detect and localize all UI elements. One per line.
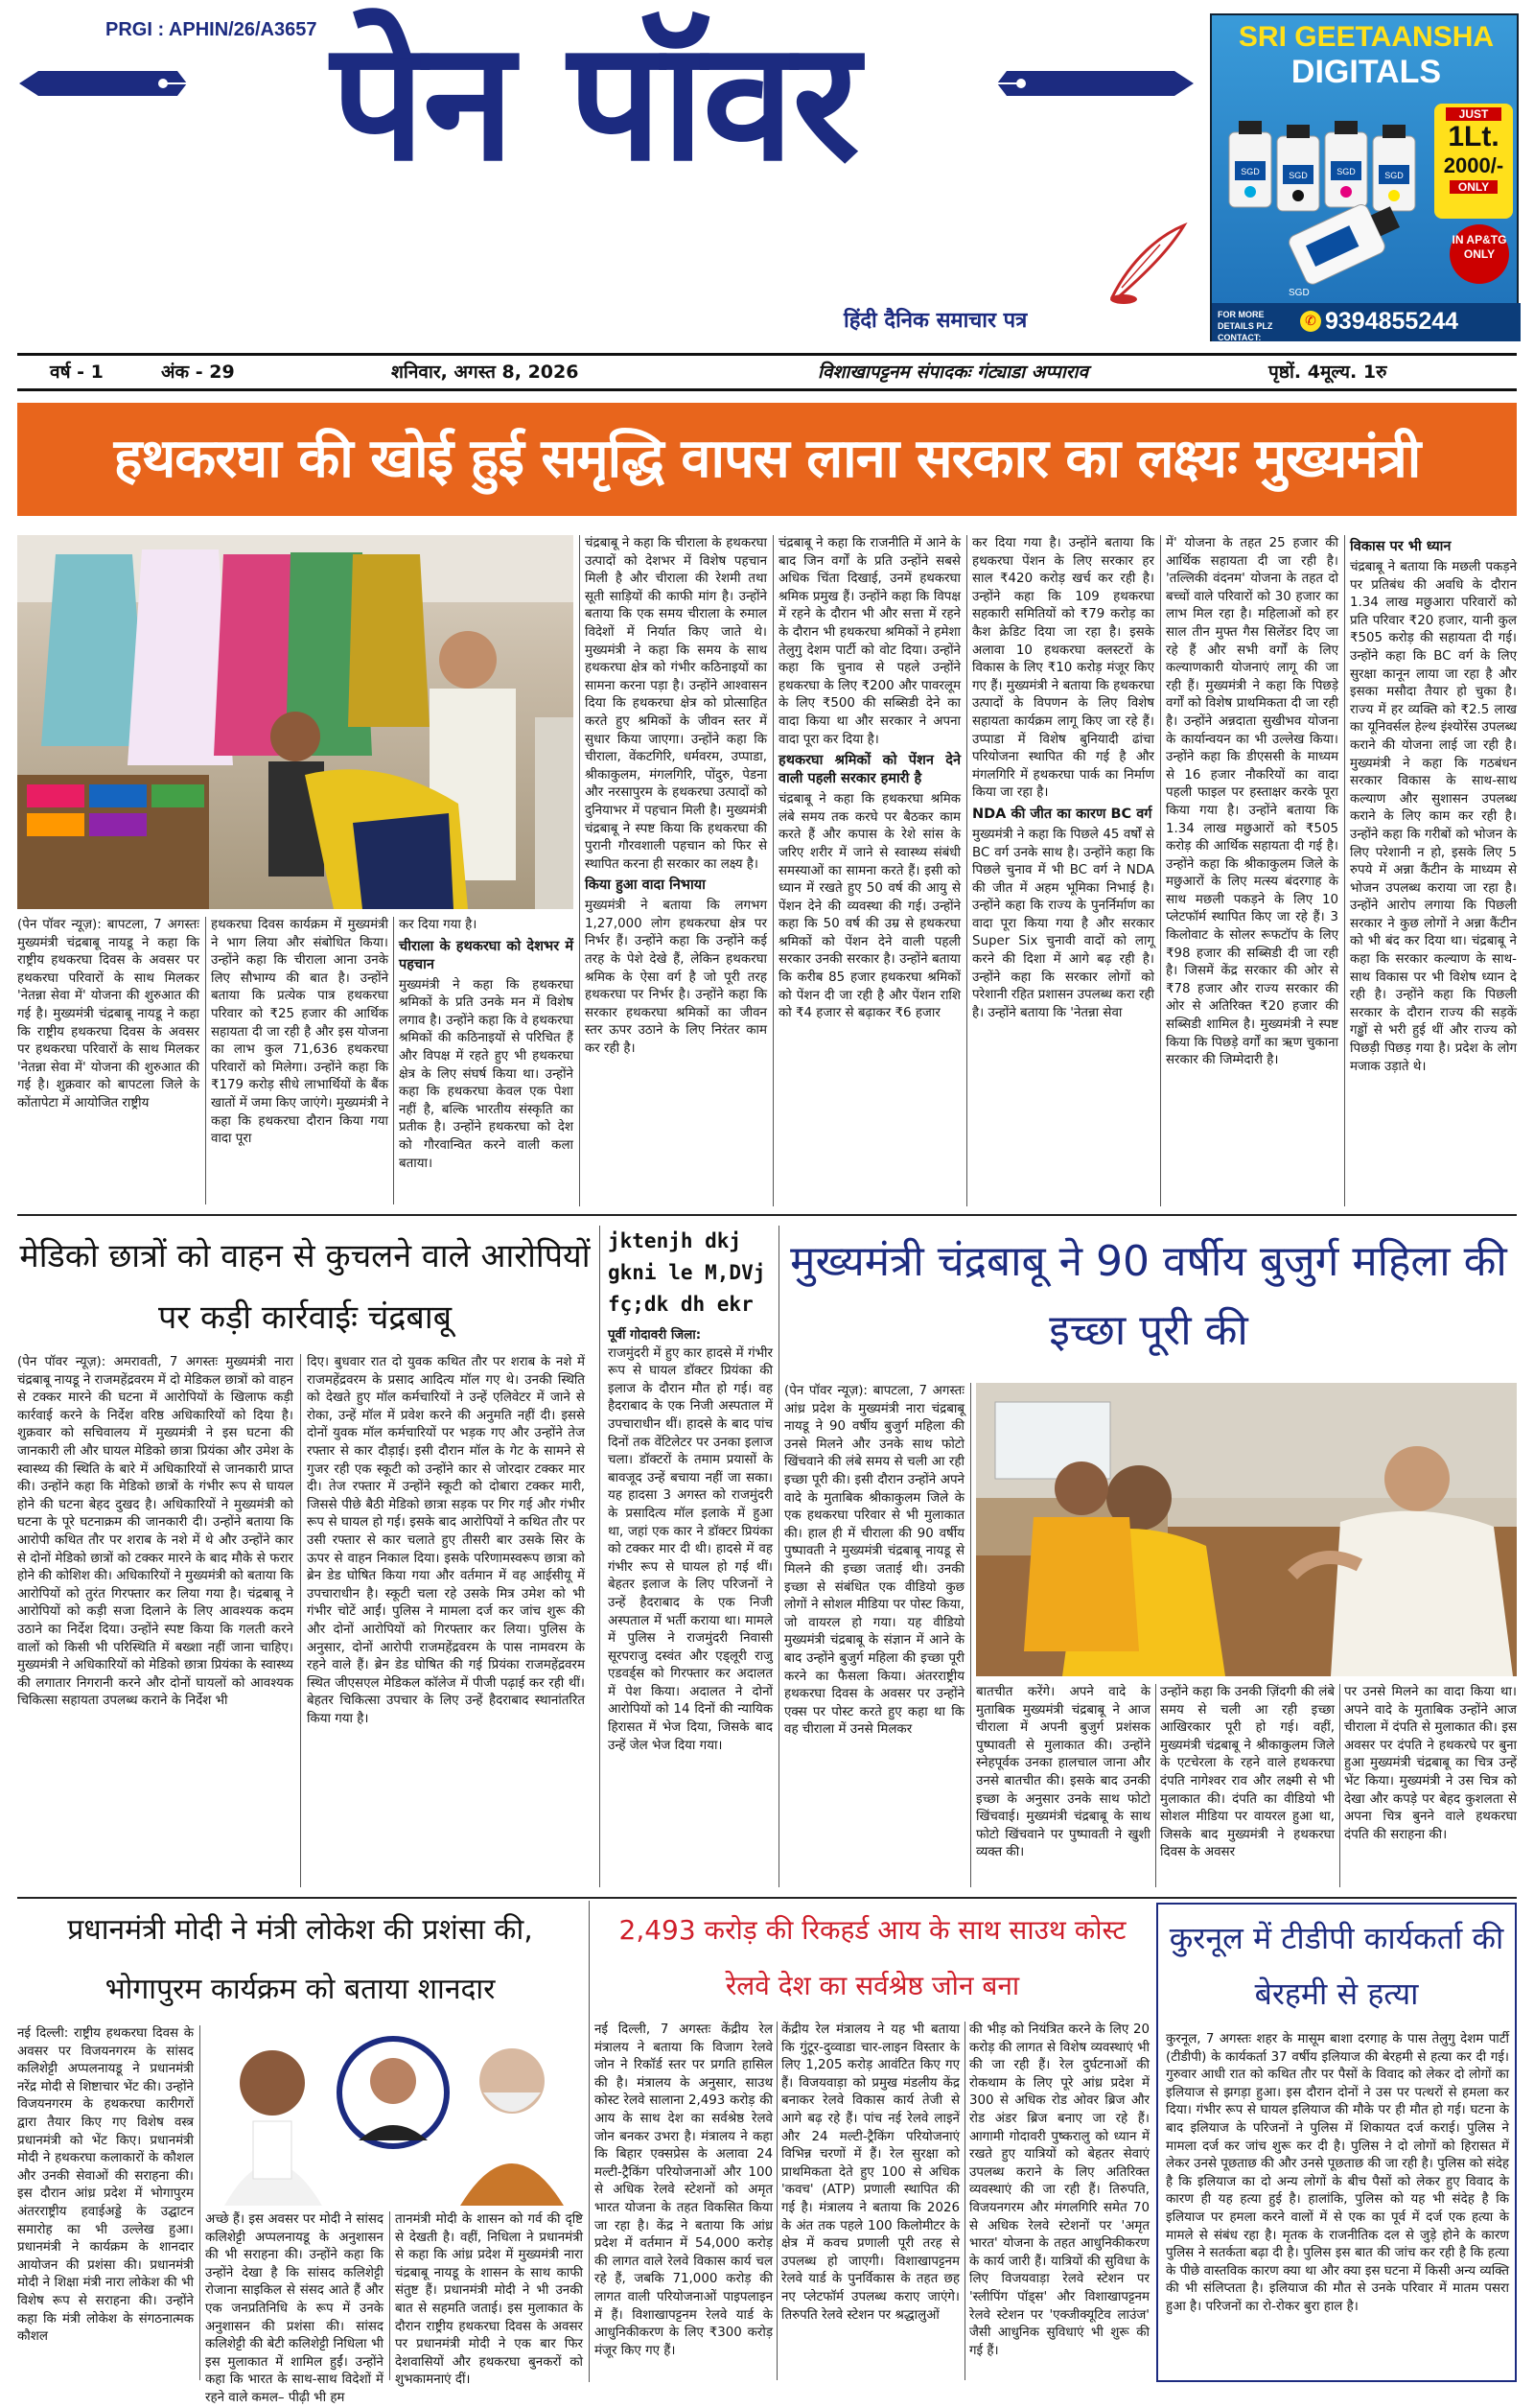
newspaper-title: पेन पॉवर bbox=[331, 5, 858, 198]
price-value: 2000/- bbox=[1443, 153, 1504, 177]
story1-col-g bbox=[1166, 535, 1338, 1206]
quill-inkpot-icon bbox=[1103, 221, 1189, 307]
story7-text: कुरनूल, 7 अगस्तः शहर के मासूम बाशा दरगाह के पास तेलुगु देशम पार्टी (टीडीपी) के कार्यकर्ता 37 वर्षीय इलियाज की बेरहमी से हत्या कर दी गई। गुरुवार आधी रात को कथित तौर पर पैसों के विवाद को लेकर दो लोगों का इलियाज से झगड़ा हुआ। इस दौरान दोनों ने उस पर पत्थरों से हमला कर दिया। गंभीर रूप से घायल इलियाज की मौके पर ही मौत हो गई। घटना के बाद इलियाज के परिजनों ने पुलिस में शिकायत दर्ज कराई। पुलिस ने मामला दर्ज कर जांच शुरू कर दी है। पुलिस ने दो लोगों को हिरासत में लेकर उनसे पूछताछ की और उनसे पूछताछ की जा रही है। पुलिस को संदेह है कि इलियाज का दो अन्य लोगों के बीच पैसों को लेकर हुए विवाद के कारण ही यह हत्या हुई है। हालांकि, पुलिस को यह भी संदेह है कि इलियाज पर हमला करने वालों में से एक का पूर्व में दर्ज एक हत्या के मामले से संबंध रहा है। मृतक के राजनीतिक दल से जुड़े होने के कारण पुलिस ने सतर्कता बढ़ा दी है। पुलिस इस बात की जांच कर रही है कि हत्या के पीछे वास्तविक कारण क्या था और क्या इस घटना में किसी अन्य व्यक्ति की भी संलिप्तता है। इलियाज की मौत से उनके परिवार में मातम पसरा हुआ है। परिजनों का रो-रोकर बुरा हाल है। bbox=[1166, 2032, 1509, 2314]
story1-text-b: हथकरघा दिवस कार्यक्रम में मुख्यमंत्री ने भाग लिया और संबोधित किया। उन्होंने कहा कि चीराला आना उनके लिए सौभाग्य की बात है। उन्होंने बताया कि प्रत्येक पात्र हथकरघा परिवार को ₹25 हजार की आर्थिक सहायता दी जा रही है और इस योजना का लाभ कुल 71,636 हथकरघा परिवारों को मिलेगा। उन्होंने कहा कि ₹179 करोड़ सीधे लाभार्थियों के बैंक खातों में जमा किए जाएंगे। मुख्यमंत्री ने कहा कि हथकरघा दौरान किया गया वादा पूरा bbox=[211, 918, 388, 1147]
story5-text-b: अच्छे हैं। इस अवसर पर मोदी ने सांसद कलिशेट्टी अप्पलनायडू के अनुशासन की भी सराहना की। उन्होंने कहा कि उन्होंने देखा है कि सांसद कलिशेट्टी रोजाना साइकिल से संसद आते हैं और एक जनप्रतिनिधि के रूप में उनके अनुशासन की प्रशंसा की। सांसद कलिशेट्टी की बेटी कलिशेट्टी निधिला भी इस मुलाकात में शामिल हुईं। उन्होंने कहा कि भारत के साथ-साथ विदेशों में रहने वाले कमल– पीढ़ी भी हम bbox=[205, 2212, 384, 2405]
banner-headline-box bbox=[17, 403, 1517, 516]
story5-text-c: तानमंत्री मोदी के शासन को गर्व की दृष्टि से देखती है। वहीं, निधिला ने प्रधानमंत्री से कहा कि आंध्र प्रदेश में मुख्यमंत्री नारा चंद्रबाबू नायडू के शासन के साथ काफी संतुष्ट हैं। प्रधानमंत्री मोदी ने भी उनकी बात से सहमति जताई। इस मुलाकात के दौरान राष्ट्रीय हथकरघा दिवस के अवसर पर प्रधानमंत्री मोदी ने एक बार फिर देशवासियों और हथकरघा बुनकरों को शुभकामनाएं दीं। bbox=[395, 2212, 583, 2388]
contact-strip bbox=[1212, 303, 1521, 341]
editor-credit: विशाखापट्टनम संपादकः गंट्याडा अप्पाराव bbox=[818, 362, 1089, 383]
story1-col-d bbox=[585, 535, 767, 1206]
story5-text-a: नई दिल्ली: राष्ट्रीय हथकरघा दिवस के अवसर पर विजयनगरम के सांसद कलिशेट्टी अप्पलनायडू ने प्रधानमंत्री नरेंद्र मोदी से शिष्टाचार भेंट की। उन्होंने विजयनगरम के हथकरघा कारीगरों द्वारा तैयार किए गए विशेष वस्त्र प्रधानमंत्री को भेंट किए। प्रधानमंत्री मोदी ने हथकरघा कलाकारों के कौशल और उनकी सेवाओं की सराहना की। इस दौरान आंध्र प्रदेश में भोगापुरम अंतरराष्ट्रीय हवाईअड्डे के उद्घाटन समारोह का भी उल्लेख हुआ। प्रधानमंत्री ने कार्यक्रम के शानदार आयोजन की प्रशंसा की। प्रधानमंत्री मोदी ने शिक्षा मंत्री नारा लोकेश की भी विशेष रूप से सराहना की। उन्होंने कहा कि मंत्री लोकेश के संगठनात्मक कौशल bbox=[17, 2026, 194, 2345]
tagline: हिंदी दैनिक समाचार पत्र bbox=[844, 309, 1028, 333]
bottle-label: SGD bbox=[1289, 288, 1310, 298]
story1-text-c: कर दिया गया है। bbox=[399, 918, 477, 932]
story1-text-e2: चंद्रबाबू ने कहा कि हथकरघा श्रमिक लंबे समय तक करघे पर बैठकर काम करते हैं और कपास के रेशे सांस के जरिए शरीर में जाने से स्वास्थ्य संबंधी समस्याओं का सामना करते हैं। इसी को ध्यान में रखते हुए 50 वर्ष की आयु से पेंशन देने की व्यवस्था की गई। उन्होंने कहा कि 50 वर्ष की उम्र से हथकरघा श्रमिकों को पेंशन देने वाली पहली सरकार उनकी सरकार है। उन्होंने बताया कि करीब 85 हजार हथकरघा श्रमिकों को पेंशन दी जा रही है और पेंशन राशि को ₹4 हजार से बढ़ाकर ₹6 हजार bbox=[779, 792, 961, 1021]
story6-col-b bbox=[781, 2022, 960, 2382]
story6-col-a bbox=[594, 2022, 773, 2382]
story2-col-b bbox=[307, 1354, 585, 1891]
story6-headline[interactable]: 2,493 करोड़ की रिकहर्ड आय के साथ साउथ कोस्ट रेलवे देश का सर्वश्रेष्ठ जोन बना bbox=[618, 1914, 1127, 2001]
region-badge: IN AP&TG ONLY bbox=[1450, 224, 1509, 284]
story6-text-b: केंद्रीय रेल मंत्रालय ने यह भी बताया कि गुंटूर-दुव्वाडा चार-लाइन विस्तार के लिए 1,205 करोड़ आवंटित किए गए हैं। विजयवाड़ा को प्रमुख मंडलीय केंद्र बनाकर रेलवे विकास कार्य तेजी से आगे बढ़ रहे हैं। पांच नई रेलवे लाइनें और 24 मल्टी-ट्रैकिंग परियोजनाएं विभिन्न चरणों में हैं। रेल सुरक्षा को प्राथमिकता देते हुए 100 से अधिक 'कवच' (ATP) प्रणाली स्थापित की गई है। मंत्रालय ने बताया कि 2026 के अंत तक पहले 100 किलोमीटर के क्षेत्र में कवच प्रणाली पूरी तरह से उपलब्ध हो जाएगी। विशाखापट्टनम रेलवे यार्ड के पुनर्विकास के तहत छह नए प्लेटफॉर्म उपलब्ध कराए जाएंगे। तिरुपति रेलवे स्टेशन पर श्रद्धालुओं bbox=[781, 2022, 960, 2323]
story7-box bbox=[1156, 1903, 1517, 2382]
price-just: JUST bbox=[1446, 107, 1501, 121]
issue-date: शनिवार, अगस्त 8, 2026 bbox=[391, 362, 579, 383]
story5-col-c bbox=[395, 2211, 583, 2388]
story4-text-b: बातचीत करेंगे। अपने वादे के मुताबिक मुख्यमंत्री चंद्रबाबू ने आज चीराला में अपनी बुजुर्ग प्रशंसक पुष्पावती से मुलाकात की। उन्होंने स्नेहपूर्वक उनका हालचाल जाना और उनसे बातचीत की। इसके बाद उनकी इच्छा के अनुसार उनके साथ फोटो खिंचवाई। मुख्यमंत्री चंद्रबाबू के साथ फोटो खिंचवाने पर पुष्पावती ने खुशी व्यक्त की। bbox=[976, 1685, 1150, 1860]
svg-text:SGD: SGD bbox=[1336, 167, 1356, 176]
price-badge bbox=[1434, 104, 1513, 219]
story6-text-c: की भीड़ को नियंत्रित करने के लिए 20 करोड़ की लागत से विशेष व्यवस्थाएं भी की जा रही हैं। रेल दुर्घटनाओं की रोकथाम के लिए पूरे आंध्र प्रदेश में 300 से अधिक रोड ओवर ब्रिज और रोड अंडर ब्रिज बनाए जा रहे हैं। आगामी गोदावरी पुष्करालु को ध्यान में रखते हुए यात्रियों को बेहतर सेवाएं उपलब्ध कराने के लिए अतिरिक्त व्यवस्थाएं की जा रही हैं। तिरुपति, विजयनगरम और मंगलगिरि समेत 70 से अधिक रेलवे स्टेशनों पर 'अमृत भारत' योजना के तहत आधुनिकीकरण के कार्य जारी हैं। यात्रियों की सुविधा के लिए विजयवाड़ा रेलवे स्टेशन पर 'स्लीपिंग पॉड्स' और विशाखापट्टनम रेलवे स्टेशन पर 'एक्जीक्यूटिव लाउंज' जैसी आधुनिक सुविधाएं भी शुरू की गई हैं। bbox=[969, 2022, 1150, 2358]
story1-text-f2: मुख्यमंत्री ने कहा कि पिछले 45 वर्षों से BC वर्ग उनके साथ है। उन्होंने कहा कि पिछले चुनाव में भी BC वर्ग ने NDA की जीत में अहम भूमिका निभाई है। उन्होंने कहा कि राज्य के पुनर्निर्माण का वादा पूरा किया गया है और सरकार Super Six चुनावी वादों को लागू करने की दिशा में आगे बढ़ रही है। उन्होंने कहा कि सरकार लोगों को परेशानी रहित प्रशासन उपलब्ध करा रही है। उन्होंने बताया कि 'नेतन्ना सेवा bbox=[972, 827, 1154, 1020]
issue-number: अंक - 29 bbox=[161, 362, 235, 383]
pen-nib-right-icon bbox=[997, 59, 1194, 107]
story4-text-d: पर उनसे मिलने का वादा किया था। अपने वादे के मुताबिक उन्होंने आज चीराला में दंपति से मुलाकात की। इस अवसर पर दंपति ने हथकरघे पर बुना हुआ मुख्यमंत्री चंद्रबाबू का चित्र उन्हें भेंट किया। मुख्यमंत्री ने उस चित्र को देखा और कपड़े पर बेहद कुशलता से अपना चित्र बुनने वाले हथकरघा दंपति की सराहना की। bbox=[1344, 1685, 1517, 1842]
story1-text-g: में' योजना के तहत 25 हजार की आर्थिक सहायता दी जा रही है। 'तल्लिकी वंदनम' योजना के तहत दो बच्चों वाले परिवारों को 30 हजार का लाभ मिल रहा है। महिलाओं को हर साल तीन मुफ्त गैस सिलेंडर दिए जा रहे हैं और सभी वर्गों के लिए कल्याणकारी योजनाएं लागू की जा रही हैं। मुख्यमंत्री ने कहा कि पिछड़े वर्गों को विशेष प्राथमिकता दी जा रही है। उन्होंने अन्नदाता सुखीभव योजना के कार्यान्वयन का भी उल्लेख किया। उन्होंने कहा कि डीएससी के माध्यम से 16 हजार नौकरियों का वादा पहली फाइल पर हस्ताक्षर करके पूरा किया गया है। उन्होंने बताया कि 1.34 लाख मछुआरों को ₹505 करोड़ की आर्थिक सहायता दी गई है। उन्होंने कहा कि श्रीकाकुलम जिले के मछुआरों के लिए मत्स्य बंदरगाह के साथ मछली पकड़ने के लिए 10 प्लेटफॉर्म स्थापित किए जा रहे हैं। 3 किलोवाट के सोलर रूफटॉप के लिए ₹98 हजार की सब्सिडी दी जा रही है। जिसमें केंद्र सरकार की ओर से ₹78 हजार और राज्य सरकार की ओर से अतिरिक्त ₹20 हजार की सब्सिडी शामिल है। मुख्यमंत्री ने स्पष्ट किया कि पिछड़े वर्गों का ऋण चुकाना सरकार की जिम्मेदारी है। bbox=[1166, 536, 1338, 1068]
story1-col-c bbox=[399, 917, 573, 1208]
story1-col-a bbox=[17, 917, 199, 1208]
story1-subhead-f: NDA की जीत का कारण BC वर्ग bbox=[972, 806, 1152, 822]
cm-elderly-woman-photo bbox=[976, 1383, 1517, 1676]
story1-text-d: चंद्रबाबू ने कहा कि चीराला के हथकरघा उत्पादों को देशभर में विशेष पहचान मिली है और चीराला की रेशमी तथा सूती साड़ियों की काफी मांग है। उन्होंने बताया कि एक समय चीराला के रुमाल विदेशों में निर्यात किए जाते थे। मुख्यमंत्री ने कहा कि समय के साथ हथकरघा क्षेत्र को गंभीर कठिनाइयों का सामना करना पड़ा है। उन्होंने आश्वासन दिया कि हथकरघा क्षेत्र को प्रोत्साहित करते हुए श्रमिकों के जीवन स्तर में सुधार किया जाएगा। उन्होंने कहा कि चीराला, वेंकटगिरि, धर्मवरम, उप्पाडा, श्रीकाकुलम, मंगलगिरि, पोंदुरु, पेडना और नरसापुरम के हथकरघा उत्पादों को दुनियाभर में पहचान मिली है। मुख्यमंत्री चंद्रबाबू ने स्पष्ट किया कि हथकरघा की पुरानी गौरवशाली पहचान को फिर से स्थापित करना ही सरकार का लक्ष्य है। bbox=[585, 536, 767, 872]
story1-col-b bbox=[211, 917, 388, 1208]
story5-col-a bbox=[17, 2025, 194, 2382]
price-only: ONLY bbox=[1450, 180, 1498, 194]
story6-col-c bbox=[969, 2022, 1150, 2382]
volume-number: वर्ष - 1 bbox=[50, 362, 104, 383]
story2-text-b: दिए। बुधवार रात दो युवक कथित तौर पर शराब के नशे में राजमहेंद्रवरम के प्रसाद आदित्य मॉल गए थे। उनकी स्थिति को देखते हुए मॉल कर्मचारियों ने उन्हें एलिवेटर में जाने से रोका, उन्हें मॉल में प्रवेश करने की अनुमति नहीं दी। इससे दोनों युवक मॉल कर्मचारियों पर भड़क गए और उन्होंने तेज रफ्तार से कार दौड़ाई। इसी दौरान मॉल के गेट के सामने से गुजर रही एक स्कूटी को उन्होंने कार से जोरदार टक्कर मार दी। तेज रफ्तार में उन्होंने स्कूटी को दोबारा टक्कर मारी, जिससे पीछे बैठी मेडिको छात्रा सड़क पर गिर गई और गंभीर रूप से घायल हो गई। इसके बाद आरोपियों ने कथित तौर पर उसी रफ्तार से कार चलाते हुए तीसरी बार उसके सिर के ऊपर से वाहन निकाल दिया। इसके परिणामस्वरूप छात्रा को ब्रेन डेड घोषित किया गया और वर्तमान में वह आईसीयू में उपचाराधीन है। स्कूटी चला रहे उसके मित्र उमेश को भी गंभीर चोटें आईं। पुलिस ने मामला दर्ज कर जांच शुरू की और दोनों आरोपियों को गिरफ्तार कर लिया। पुलिस के अनुसार, दोनों आरोपी राजमहेंद्रवरम के पास नामवरम के रहने वाले हैं। ब्रेन डेड घोषित की गई प्रियंका राजमहेंद्रवरम स्थित जीएसएल मेडिकल कॉलेज में पीजी पढ़ाई कर रही थीं। बेहतर चिकित्सा उपचार के लिए उन्हें हैदराबाद स्थानांतरित किया गया है। bbox=[307, 1355, 585, 1726]
story1-subhead-e: हथकरघा श्रमिकों को पेंशन देने वाली पहली सरकार हमारी है bbox=[779, 753, 961, 787]
advert-subtitle: DIGITALS bbox=[1290, 54, 1442, 90]
contact-label: FOR MORE DETAILS PLZ CONTACT: bbox=[1218, 310, 1273, 342]
story1-text-d2: मुख्यमंत्री ने बताया कि लगभग 1,27,000 लोग हथकरघा क्षेत्र पर निर्भर हैं। उन्होंने कहा कि उन्होंने कई तरह के पेशे देखे हैं, लेकिन हथकरघा श्रमिक के ऐसा वर्ग है जो पूरी तरह हथकरघा पर निर्भर है। उन्होंने कहा कि सरकार हथकरघा श्रमिकों का जीवन स्तर ऊपर उठाने के लिए निरंतर काम कर रही है। bbox=[585, 899, 767, 1057]
svg-text:SGD: SGD bbox=[1289, 171, 1308, 180]
story2-text-a: (पेन पॉवर न्यूज़): अमरावती, 7 अगस्तः मुख्यमंत्री नारा चंद्रबाबू नायडू ने राजमहेंद्रवरम में दो मेडिकल छात्रों को वाहन से टक्कर मारने की घटना में आरोपियों के खिलाफ कड़ी कार्रवाई करने के निर्देश वरिष्ठ अधिकारियों को दिया है। शुक्रवार को सचिवालय में मुख्यमंत्री ने इस घटना की जानकारी ली और घायल मेडिको छात्रा प्रियंका और उमेश के स्वास्थ्य की स्थिति के बारे में अधिकारियों से जानकारी प्राप्त की। उन्होंने कहा कि मेडिको छात्रों के गंभीर रूप से घायल होने की घटना बेहद दुखद है। अधिकारियों ने मुख्यमंत्री को घटना के पूरे घटनाक्रम की जानकारी दी। उन्होंने बताया कि आरोपी कथित तौर पर शराब के नशे में थे और उन्होंने कार से दोनों मेडिको छात्रों को टक्कर मारने के बाद मौके से फरार होने की कोशिश की। अधिकारियों ने मुख्यमंत्री को बताया कि आरोपियों को तुरंत गिरफ्तार कर लिया गया है। चंद्रबाबू ने आरोपियों को कड़ी सजा दिलाने के लिए आवश्यक कदम उठाने का निर्देश दिया। उन्होंने स्पष्ट किया कि गलती करने वालों को किसी भी परिस्थिति में बख्शा नहीं जाना चाहिए। मुख्यमंत्री ने अधिकारियों को मेडिको छात्रा प्रियंका के स्वास्थ्य की लगातार निगरानी करने और दोनों घायलों को आवश्यक चिकित्सा सहायता उपलब्ध कराने के निर्देश भी bbox=[17, 1355, 293, 1709]
pages-price: पृष्ठों. 4मूल्य. 1रु bbox=[1268, 362, 1387, 383]
advert-sri-geetaansha[interactable] bbox=[1210, 13, 1519, 341]
story1-text-h: चंद्रबाबू ने बताया कि मछली पकड़ने पर प्रतिबंध की अवधि के दौरान 1.34 लाख मछुआरा परिवारों को प्रति परिवार ₹20 हजार, यानी कुल ₹505 करोड़ की सहायता दी गई। उन्होंने कहा कि BC वर्ग के लिए सुरक्षा कानून लाया जा रहा है और इसका मसौदा तैयार हो चुका है। राज्य में हर व्यक्ति को ₹2.5 लाख का यूनिवर्सल हेल्थ इंश्योरेंस उपलब्ध कराने की योजना लाई जा रही है। मुख्यमंत्री ने कहा कि गठबंधन सरकार विकास के साथ-साथ कल्याण और सुशासन उपलब्ध कराने के लिए काम कर रही है। उन्होंने कहा कि गरीबों को भोजन के लिए परेशानी न हो, इसके लिए 5 रुपये में अन्ना कैंटीन के माध्यम से भोजन उपलब्ध कराया जा रहा है। उन्होंने आरोप लगाया कि पिछली सरकार ने कुछ लोगों ने अन्ना कैंटीन को भी बंद कर दिया था। चंद्रबाबू ने कहा कि सरकार कल्याण के साथ-साथ विकास पर भी विशेष ध्यान दे रही है। उन्होंने कहा कि पिछली सरकार के दौरान राज्य की सड़कें गड्ढों से भरी हुई थीं और राज्य को पिछड़ी पिछड़ गया है। प्रदेश के लोग मजाक उड़ाते थे। bbox=[1350, 560, 1517, 1074]
story4-col-c bbox=[1160, 1684, 1335, 1889]
story1-text-e: चंद्रबाबू ने कहा कि राजनीति में आने के बाद जिन वर्गों के प्रति उन्होंने सबसे अधिक चिंता दिखाई, उनमें हथकरघा श्रमिक प्रमुख हैं। उन्होंने कहा कि विपक्ष में रहने के दौरान भी और सत्ता में रहने के दौरान भी हथकरघा श्रमिकों ने हमेशा तेलुगु देशम पार्टी को वोट दिया। उन्होंने कहा कि चुनाव से पहले उन्होंने हथकरघा के लिए ₹200 और पावरलूम के लिए ₹500 की सब्सिडी देने का वादा किया था और सरकार ने अपना वादा पूरा कर दिया है। bbox=[779, 536, 961, 747]
story2-col-a bbox=[17, 1354, 293, 1891]
banner-headline[interactable]: हथकरघा की खोई हुई समृद्धि वापस लाना सरकार का लक्ष्यः मुख्यमंत्री bbox=[113, 428, 1421, 490]
prgi-number: PRGI : APHIN/26/A3657 bbox=[105, 19, 317, 40]
story3-body bbox=[608, 1327, 773, 1889]
handloom-exhibition-photo bbox=[17, 535, 573, 909]
story1-col-h bbox=[1350, 535, 1517, 1206]
story7-body bbox=[1166, 2031, 1509, 2376]
story3-text: राजमुंदरी में हुए कार हादसे में गंभीर रूप से घायल डॉक्टर प्रियंका की इलाज के दौरान मौत हो गई। वह हैदराबाद के एक निजी अस्पताल में उपचाराधीन थीं। हादसे के बाद पांच दिनों तक वेंटिलेटर पर उनका इलाज चला। डॉक्टरों के तमाम प्रयासों के बावजूद उन्हें बचाया नहीं जा सका। यह हादसा 3 अगस्त को राजमुंदरी के प्रसादित्य मॉल इलाके में हुआ था, जहां एक कार ने डॉक्टर प्रियंका को टक्कर मार दी थी। हादसे में वह गंभीर रूप से घायल हो गई थीं। बेहतर इलाज के लिए परिजनों ने उन्हें हैदराबाद के एक निजी अस्पताल में भर्ती कराया था। मामले में पुलिस ने राजमुंदरी निवासी सूरपराजु दस्वंत और एड्लूरी राजु एडवर्ड्स को गिरफ्तार कर अदालत में पेश किया। अदालत ने दोनों आरोपियों को 14 दिनों की न्यायिक हिरासत में भेज दिया, जिसके बाद उन्हें जेल भेज दिया गया। bbox=[608, 1345, 773, 1753]
story1-text-c2: मुख्यमंत्री ने कहा कि हथकरघा श्रमिकों के प्रति उनके मन में विशेष लगाव है। उन्होंने कहा कि वे हथकरघा श्रमिकों की कठिनाइयों से परिचित हैं और विपक्ष में रहते हुए भी हथकरघा क्षेत्र के लिए संघर्ष किया था। उन्होंने कहा कि हथकरघा केवल एक पेशा नहीं है, बल्कि भारतीय संस्कृति का प्रतीक है। उन्होंने हथकरघा को देश को गौरवान्वित करने वाली कला बताया। bbox=[399, 977, 573, 1171]
phone-icon: ✆ bbox=[1300, 311, 1321, 332]
svg-text:SGD: SGD bbox=[1241, 167, 1260, 176]
story3-dateline: पूर्वी गोदावरी जिला: bbox=[608, 1328, 702, 1343]
story4-text-a: (पेन पॉवर न्यूज़): बापटला, 7 अगस्तः आंध्र प्रदेश के मुख्यमंत्री नारा चंद्रबाबू नायडू ने 90 वर्षीय बुजुर्ग महिला की उनसे मिलने और उनके साथ फोटो खिंचवाने की लंबे समय से चली आ रही इच्छा पूरी की। इसी दौरान उन्होंने अपने वादे के मुताबिक श्रीकाकुलम जिले के एक हथकरघा परिवार से भी मुलाकात की। हाल ही में चीराला की 90 वर्षीय पुष्पावती ने मुख्यमंत्री चंद्रबाबू नायडू से मिलने की इच्छा जताई थी। उनकी इच्छा से संबंधित एक वीडियो कुछ लोगों ने सोशल मीडिया पर पोस्ट किया, जो वायरल हो गया। यह वीडियो मुख्यमंत्री चंद्रबाबू के संज्ञान में आने के बाद उन्होंने बुजुर्ग महिला की इच्छा पूरी करने का फैसला किया। अंतरराष्ट्रीय हथकरघा दिवस के अवसर पर उन्होंने एक्स पर पोस्ट करते हुए कहा था कि वह चीराला में उनसे मिलकर bbox=[784, 1384, 965, 1738]
story2-headline[interactable]: मेडिको छात्रों को वाहन से कुचलने वाले आरोपियों पर कड़ी कार्रवाईः चंद्रबाबू bbox=[19, 1237, 591, 1337]
advert-title: SRI GEETAANSHA bbox=[1238, 21, 1495, 53]
leaders-portraits-photo bbox=[205, 2025, 583, 2206]
price-volume: 1Lt. bbox=[1448, 121, 1499, 152]
story1-subhead-c: चीराला के हथकरघा को देशभर में पहचान bbox=[399, 938, 573, 972]
story1-subhead-h: विकास पर भी ध्यान bbox=[1350, 539, 1452, 554]
story4-col-b bbox=[976, 1684, 1150, 1889]
story3-headline[interactable]: jktenjh dkj gkni le M,DVj fç;dk dh ekr bbox=[608, 1229, 766, 1316]
pen-nib-left-icon bbox=[19, 59, 187, 107]
contact-phone[interactable]: 9394855244 bbox=[1325, 308, 1459, 335]
story1-text-f: कर दिया गया है। उन्होंने बताया कि हथकरघा पेंशन के लिए सरकार हर साल ₹420 करोड़ खर्च कर रही है। उन्होंने कहा कि 109 हथकरघा सहकारी समितियों को ₹79 करोड़ का कैश क्रेडिट दिया जा रहा है। इसके अलावा 10 हथकरघा क्लस्टरों के विकास के लिए ₹10 करोड़ मंजूर किए गए हैं। मुख्यमंत्री ने बताया कि हथकरघा उत्पादों के विपणन के लिए विशेष सहायता कार्यक्रम लागू किए जा रहे हैं। उप्पाडा में विशेष बुनियादी ढांचा परियोजना स्थापित की गई है और मंगलगिरि में हथकरघा पार्क का निर्माण किया जा रहा है। bbox=[972, 536, 1154, 801]
story5-headline[interactable]: प्रधानमंत्री मोदी ने मंत्री लोकेश की प्रशंसा की, भोगापुरम कार्यक्रम को बताया शानदार bbox=[67, 1913, 533, 2006]
story7-headline[interactable]: कुरनूल में टीडीपी कार्यकर्ता की बेरहमी से हत्या bbox=[1169, 1920, 1504, 2012]
story4-text-c: उन्होंने कहा कि उनकी ज़िंदगी की लंबे समय से चली आ रही इच्छा आखिरकार पूरी हो गई। वहीं, मुख्यमंत्री चंद्रबाबू ने श्रीकाकुलम जिले के एटचेरला के रहने वाले हथकरघा दंपति नागेश्वर राव और लक्ष्मी से भी मुलाकात की। दंपति का वीडियो भी सोशल मीडिया पर वायरल हुआ था, जिसके बाद मुख्यमंत्री ने हथकरघा दिवस के अवसर bbox=[1160, 1685, 1335, 1860]
story1-text-a: (पेन पॉवर न्यूज़): बापटला, 7 अगस्तः मुख्यमंत्री चंद्रबाबू नायडू ने कहा कि राष्ट्रीय हथकरघा दिवस के अवसर पर हथकरघा परिवारों के साथ मिलकर 'नेतन्ना सेवा में' योजना की शुरुआत की गई है। मुख्यमंत्री चंद्रबाबू नायडू ने कहा कि राष्ट्रीय हथकरघा दिवस के अवसर पर हथकरघा परिवारों के साथ मिलकर 'नेतन्ना सेवा में' योजना की शुरुआत की गई है। शुक्रवार को बापटला जिले के कोंतापेटा में आयोजित राष्ट्रीय bbox=[17, 918, 199, 1110]
story1-col-e bbox=[779, 535, 961, 1206]
story4-col-d bbox=[1344, 1684, 1517, 1889]
story4-col-a bbox=[784, 1383, 965, 1889]
story1-col-f bbox=[972, 535, 1154, 1206]
story4-headline[interactable]: मुख्यमंत्री चंद्रबाबू ने 90 वर्षीय बुजुर्ग महिला की इच्छा पूरी की bbox=[790, 1237, 1507, 1355]
svg-text:SGD: SGD bbox=[1384, 171, 1404, 180]
info-bar bbox=[17, 353, 1517, 391]
story5-col-b bbox=[205, 2211, 384, 2405]
story1-subhead-d: किया हुआ वादा निभाया bbox=[585, 877, 706, 894]
ink-bottles-image bbox=[1221, 104, 1432, 300]
story6-text-a: नई दिल्ली, 7 अगस्तः केंद्रीय रेल मंत्रालय ने बताया कि विजाग रेलवे जोन ने रिकॉर्ड स्तर पर प्रगति हासिल की है। मंत्रालय के अनुसार, साउथ कोस्ट रेलवे सालाना 2,493 करोड़ की आय के साथ देश का सर्वश्रेष्ठ रेलवे जोन बनकर उभरा है। मंत्रालय ने कहा कि बिहार एक्सप्रेस के अलावा 24 मल्टी-ट्रैकिंग परियोजनाओं और 100 से अधिक रेलवे स्टेशनों को अमृत भारत योजना के तहत विकसित किया जा रहा है। केंद्र ने बताया कि आंध्र प्रदेश में वर्तमान में 54,000 करोड़ की लागत वाले रेलवे विकास कार्य चल रहे हैं, जबकि 71,000 करोड़ की लागत वाली परियोजनाओं पाइपलाइन में हैं। विशाखापट्टनम रेलवे यार्ड के आधुनिकीकरण के लिए ₹300 करोड़ मंजूर किए गए हैं। bbox=[594, 2022, 773, 2358]
